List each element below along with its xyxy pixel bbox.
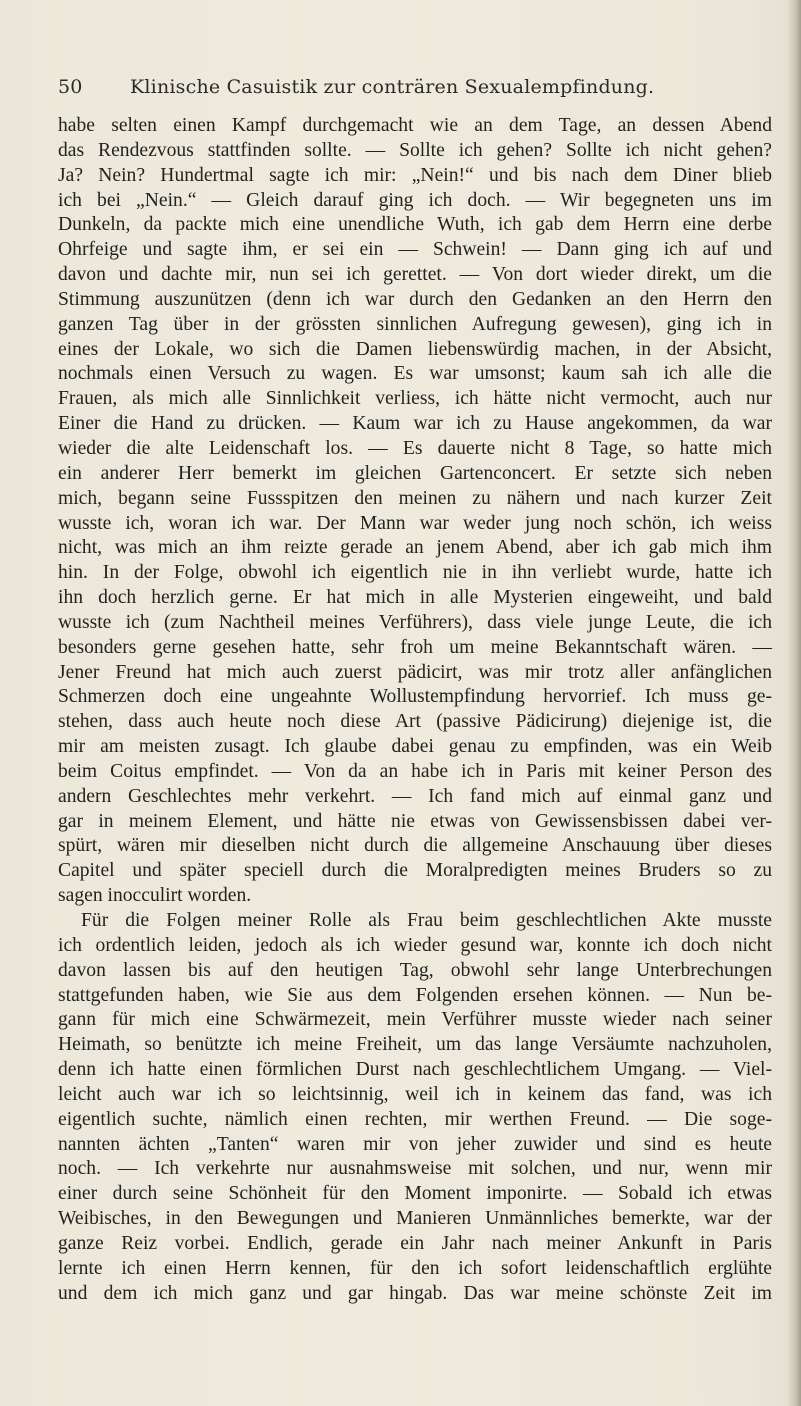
text-line: davon lassen bis auf den heutigen Tag, obwohl sehr lange Unterbrechungen <box>58 959 772 981</box>
text-line: nochmals einen Versuch zu wagen. Es war umsonst; kaum sah ich alle die <box>58 363 772 385</box>
text-line: beim Coitus empfindet. — Von da an habe ich in Paris mit keiner Person des <box>58 760 772 782</box>
page-number: 50 <box>58 76 83 98</box>
text-line: stehen, dass auch heute noch diese Art (passive Pädicirung) diejenige ist, die <box>58 711 772 733</box>
text-line: Für die Folgen meiner Rolle als Frau beim geschlechtlichen Akte musste <box>81 910 772 931</box>
text-line: wieder die alte Leidenschaft los. — Es dauerte nicht 8 Tage, so hatte mich <box>58 437 772 459</box>
text-line: Jener Freund hat mich auch zuerst pädicirt, was mir trotz aller anfänglichen <box>58 661 772 683</box>
text-line: denn ich hatte einen förmlichen Durst nach geschlechtlichem Umgang. — Viel- <box>58 1059 772 1081</box>
text-line: stattgefunden haben, wie Sie aus dem Folgenden ersehen können. — Nun be- <box>58 984 772 1006</box>
text-line: davon und dachte mir, nun sei ich gerettet. — Von dort wieder direkt, um die <box>58 264 772 286</box>
text-line: gar in meinem Element, und hätte nie etwas von Gewissensbissen dabei ver- <box>58 810 772 832</box>
page-header <box>58 76 698 98</box>
text-line: Dunkeln, da packte mich eine unendliche Wuth, ich gab dem Herrn eine derbe <box>58 214 772 236</box>
text-line: ein anderer Herr bemerkt im gleichen Gartenconcert. Er setzte sich neben <box>58 462 772 484</box>
text-line: Heimath, so benützte ich meine Freiheit, um das lange Versäumte nachzuholen, <box>58 1034 772 1056</box>
text-line: spürt, wären mir dieselben nicht durch die allgemeine Anschauung über dieses <box>58 835 772 857</box>
text-line: nicht, was mich an ihm reizte gerade an jenem Abend, aber ich gab mich ihm <box>58 537 772 559</box>
text-line: sagen inocculirt worden. <box>58 885 252 907</box>
text-line: Ja? Nein? Hundertmal sagte ich mir: „Nein!“ und bis nach dem Diner blieb <box>58 164 772 186</box>
text-line: eines der Lokale, wo sich die Damen liebenswürdig machen, in der Absicht, <box>58 338 772 360</box>
text-line: mir am meisten zusagt. Ich glaube dabei genau zu empfinden, was ein Weib <box>58 736 772 758</box>
text-line: Ohrfeige und sagte ihm, er sei ein — Schwein! — Dann ging ich auf und <box>58 239 772 261</box>
text-line: ich ordentlich leiden, jedoch als ich wieder gesund war, konnte ich doch nicht <box>58 934 772 956</box>
text-line: leicht auch war ich so leichtsinnig, weil ich in keinem das fand, was ich <box>58 1083 772 1105</box>
page-edge-shadow <box>787 0 801 1406</box>
text-line: andern Geschlechtes mehr verkehrt. — Ich fand mich auf einmal ganz und <box>58 785 772 807</box>
text-line: nannten ächten „Tanten“ waren mir von jeher zuwider und sind es heute <box>58 1133 772 1155</box>
text-line: Schmerzen doch eine ungeahnte Wollustempfindung hervorrief. Ich muss ge- <box>58 686 772 708</box>
text-line: und dem ich mich ganz und gar hingab. Das war meine schönste Zeit im <box>58 1282 772 1304</box>
text-line: Stimmung auszunützen (denn ich war durch den Gedanken an den Herrn den <box>58 288 772 310</box>
text-line: ganzen Tag über in der grössten sinnlichen Aufregung gewesen), ging ich in <box>58 313 772 335</box>
text-line: Frauen, als mich alle Sinnlichkeit verliess, ich hätte nicht vermocht, auch nur <box>58 388 772 410</box>
text-line: wusste ich (zum Nachtheil meines Verführers), dass viele junge Leute, die ich <box>58 611 772 633</box>
text-line: gann für mich eine Schwärmezeit, mein Verführer musste wieder nach seiner <box>58 1009 772 1031</box>
text-line: einer durch seine Schönheit für den Moment imponirte. — Sobald ich etwas <box>58 1183 772 1205</box>
text-line: wusste ich, woran ich war. Der Mann war weder jung noch schön, ich weiss <box>58 512 772 534</box>
text-line: noch. — Ich verkehrte nur ausnahmsweise mit solchen, und nur, wenn mir <box>58 1158 772 1180</box>
text-line: ich bei „Nein.“ — Gleich darauf ging ich doch. — Wir begegneten uns im <box>58 189 772 211</box>
text-line: Capitel und später speciell durch die Moralpredigten meines Bruders so zu <box>58 860 772 882</box>
running-title: Klinische Casuistik zur conträren Sexualempfindung. <box>130 76 655 98</box>
text-line: lernte ich einen Herrn kennen, für den ich sofort leidenschaftlich erglühte <box>58 1257 772 1279</box>
body-text <box>58 114 772 1307</box>
text-line: ihn doch herzlich gerne. Er hat mich in alle Mysterien eingeweiht, und bald <box>58 587 772 609</box>
text-line: das Rendezvous stattfinden sollte. — Sollte ich gehen? Sollte ich nicht gehen? <box>58 139 772 161</box>
text-line: besonders gerne gesehen hatte, sehr froh um meine Bekanntschaft wären. — <box>58 636 772 658</box>
text-line: habe selten einen Kampf durchgemacht wie an dem Tage, an dessen Abend <box>58 115 772 136</box>
text-line: Einer die Hand zu drücken. — Kaum war ich zu Hause angekommen, da war <box>58 413 772 435</box>
text-line: eigentlich suchte, nämlich einen rechten, mir werthen Freund. — Die soge- <box>58 1108 772 1130</box>
text-line: mich, begann seine Fussspitzen den meinen zu nähern und nach kurzer Zeit <box>58 487 772 509</box>
text-line: hin. In der Folge, obwohl ich eigentlich nie in ihn verliebt wurde, hatte ich <box>58 562 772 584</box>
text-line: Weibisches, in den Bewegungen und Manieren Unmännliches bemerkte, war der <box>58 1208 772 1230</box>
text-line: ganze Reiz vorbei. Endlich, gerade ein Jahr nach meiner Ankunft in Paris <box>58 1232 772 1254</box>
